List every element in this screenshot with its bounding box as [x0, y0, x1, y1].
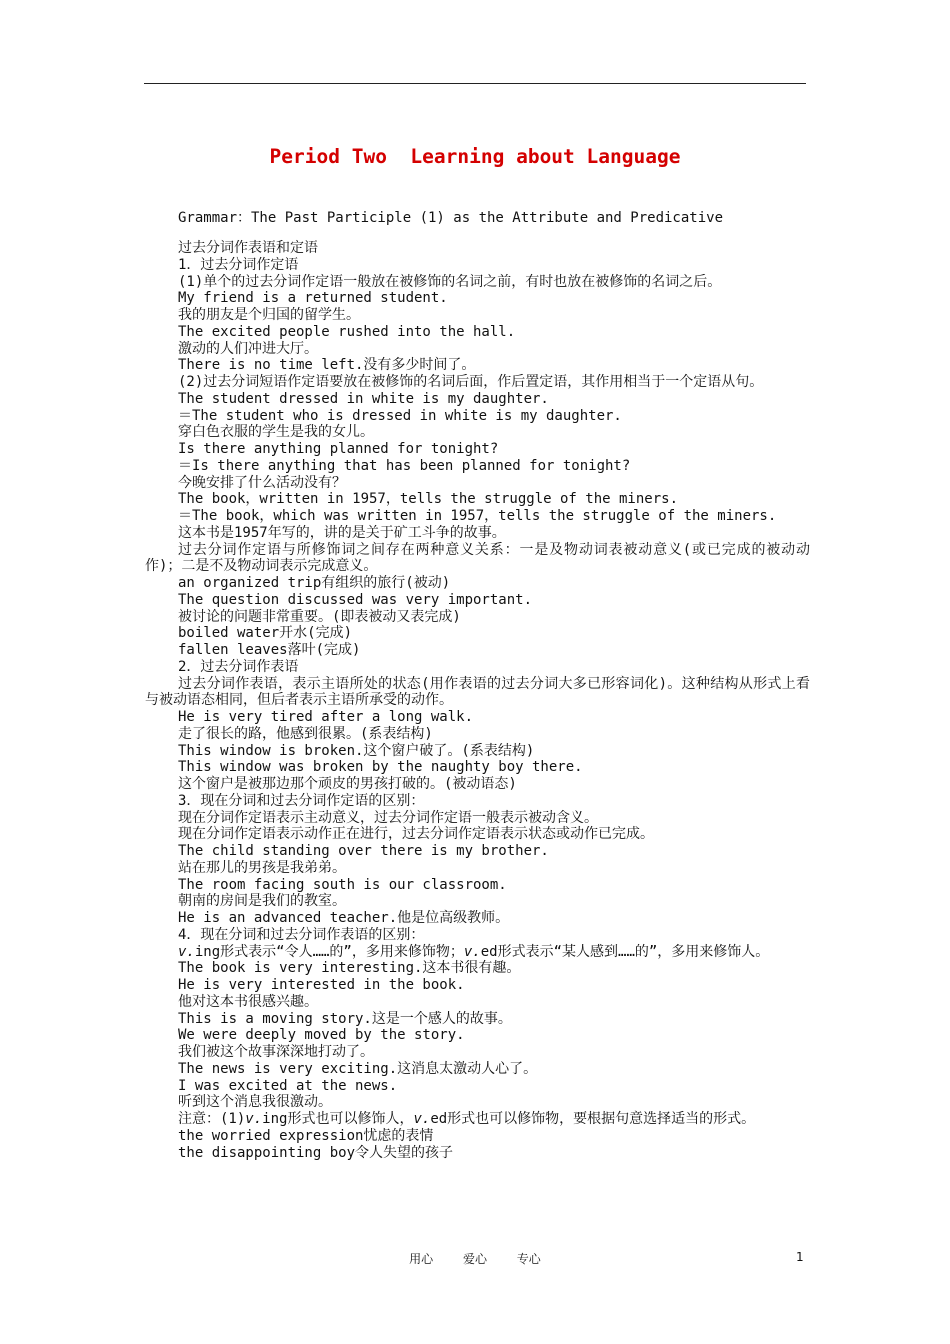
grammar-heading: Grammar：The Past Participle (1) as the Attribute and Predicative	[178, 210, 724, 226]
translation-line: 今晚安排了什么活动没有？	[178, 474, 346, 491]
italic-v: v.	[178, 943, 195, 960]
example-line: the disappointing boy令人失望的孩子	[178, 1144, 454, 1161]
footer-text: 用心 爱心 专心	[409, 1252, 541, 1266]
paragraph: 过去分词作表语，表示主语所处的状态(用作表语的过去分词大多已形容词化)。这种结构从形式上看与被动语态相同，但后者表示主语所承受的动作。	[145, 675, 810, 709]
italic-v: v.	[413, 1111, 431, 1127]
header-rule	[144, 83, 806, 84]
paragraph	[145, 944, 810, 961]
translation-line: 被讨论的问题非常重要。(即表被动又表完成)	[178, 608, 461, 625]
text-line: 现在分词作定语表示动作正在进行，过去分词作定语表示状态或动作已完成。	[178, 826, 654, 843]
example-line: The book is very interesting.这本书很有趣。	[178, 960, 521, 977]
subheading: 1．过去分词作定语	[178, 256, 299, 273]
example-line: The question discussed was very important.	[178, 591, 533, 608]
example-line: This window is broken.这个窗户破了。(系表结构)	[178, 742, 535, 759]
example-line: Is there anything planned for tonight?	[178, 441, 499, 457]
example-line: boiled water开水(完成)	[178, 625, 353, 642]
translation-line: 我们被这个故事深深地打动了。	[178, 1044, 374, 1060]
page-number: 1	[796, 1250, 804, 1264]
text-span: ing形式也可以修饰人，	[262, 1111, 414, 1127]
text-span: ing形式表示“令人……的”，多用来修饰物；	[194, 943, 464, 960]
example-line: He is very interested in the book.	[178, 977, 465, 993]
translation-line: 穿白色衣服的学生是我的女儿。	[178, 424, 374, 441]
example-line: There is no time left.没有多少时间了。	[178, 357, 476, 374]
paragraph: (2)过去分词短语作定语要放在被修饰的名词后面，作后置定语，其作用相当于一个定语从句。	[178, 374, 764, 390]
subheading: 2．过去分词作表语	[178, 658, 299, 675]
italic-v: v.	[245, 1111, 263, 1127]
subheading: 3．现在分词和过去分词作定语的区别：	[178, 792, 425, 809]
text-span: 注意：(1)	[178, 1111, 246, 1127]
page-title: Period Two Learning about Language	[269, 145, 681, 168]
example-line: He is very tired after a long walk.	[178, 709, 474, 725]
translation-line: 他对这本书很感兴趣。	[178, 993, 318, 1010]
example-line: This is a moving story.这是一个感人的故事。	[178, 1010, 512, 1027]
translation-line: 我的朋友是个归国的留学生。	[178, 307, 360, 323]
example-line: The student dressed in white is my daughter.	[178, 390, 549, 407]
text-span: ed形式表示“某人感到……的”，多用来修饰人。	[480, 943, 770, 960]
example-line: He is an advanced teacher.他是位高级教师。	[178, 910, 510, 926]
text-span: ed形式也可以修饰物，要根据句意选择适当的形式。	[430, 1111, 756, 1127]
section-heading: 过去分词作表语和定语	[178, 240, 318, 256]
example-line: I was excited at the news.	[178, 1077, 398, 1094]
text-line: (1)单个的过去分词作定语一般放在被修饰的名词之前，有时也放在被修饰的名词之后。	[178, 273, 722, 290]
example-line: The child standing over there is my brother.	[178, 843, 549, 859]
example-line: ＝The book，which was written in 1957，tells the struggle of the miners.	[178, 508, 777, 524]
translation-line: 走了很长的路，他感到很累。(系表结构)	[178, 725, 433, 742]
text-line: 现在分词作定语表示主动意义，过去分词作定语一般表示被动含义。	[178, 809, 598, 826]
translation-line: 这个窗户是被那边那个顽皮的男孩打破的。(被动语态)	[178, 776, 517, 792]
example-line: We were deeply moved by the story.	[178, 1027, 465, 1044]
note-paragraph	[145, 1111, 810, 1128]
example-line: The excited people rushed into the hall.	[178, 323, 516, 340]
example-line: My friend is a returned student.	[178, 290, 448, 307]
paragraph: 过去分词作定语与所修饰词之间存在两种意义关系：一是及物动词表被动意义(或已完成的被动动作)；二是不及物动词表示完成意义。	[145, 541, 810, 575]
example-line: The room facing south is our classroom.	[178, 876, 507, 893]
example-line: the worried expression忧虑的表情	[178, 1127, 434, 1144]
example-line: The book，written in 1957，tells the struggle of the miners.	[178, 491, 679, 508]
translation-line: 站在那儿的男孩是我弟弟。	[178, 859, 346, 876]
translation-line: 激动的人们冲进大厅。	[178, 340, 318, 357]
italic-v: v.	[463, 943, 481, 960]
example-line: ＝Is there anything that has been planned for tonight?	[178, 457, 631, 474]
example-line: ＝The student who is dressed in white is my daughter.	[178, 407, 622, 424]
translation-line: 这本书是1957年写的，讲的是关于矿工斗争的故事。	[178, 524, 506, 541]
document-body	[145, 240, 810, 1161]
example-line: This window was broken by the naughty boy there.	[178, 759, 583, 776]
example-line: fallen leaves落叶(完成)	[178, 642, 361, 658]
subheading: 4．现在分词和过去分词作表语的区别：	[178, 926, 425, 943]
translation-line: 朝南的房间是我们的教室。	[178, 893, 346, 910]
translation-line: 听到这个消息我很激动。	[178, 1094, 332, 1111]
example-line: an organized trip有组织的旅行(被动)	[178, 575, 451, 591]
example-line: The news is very exciting.这消息太激动人心了。	[178, 1060, 538, 1077]
